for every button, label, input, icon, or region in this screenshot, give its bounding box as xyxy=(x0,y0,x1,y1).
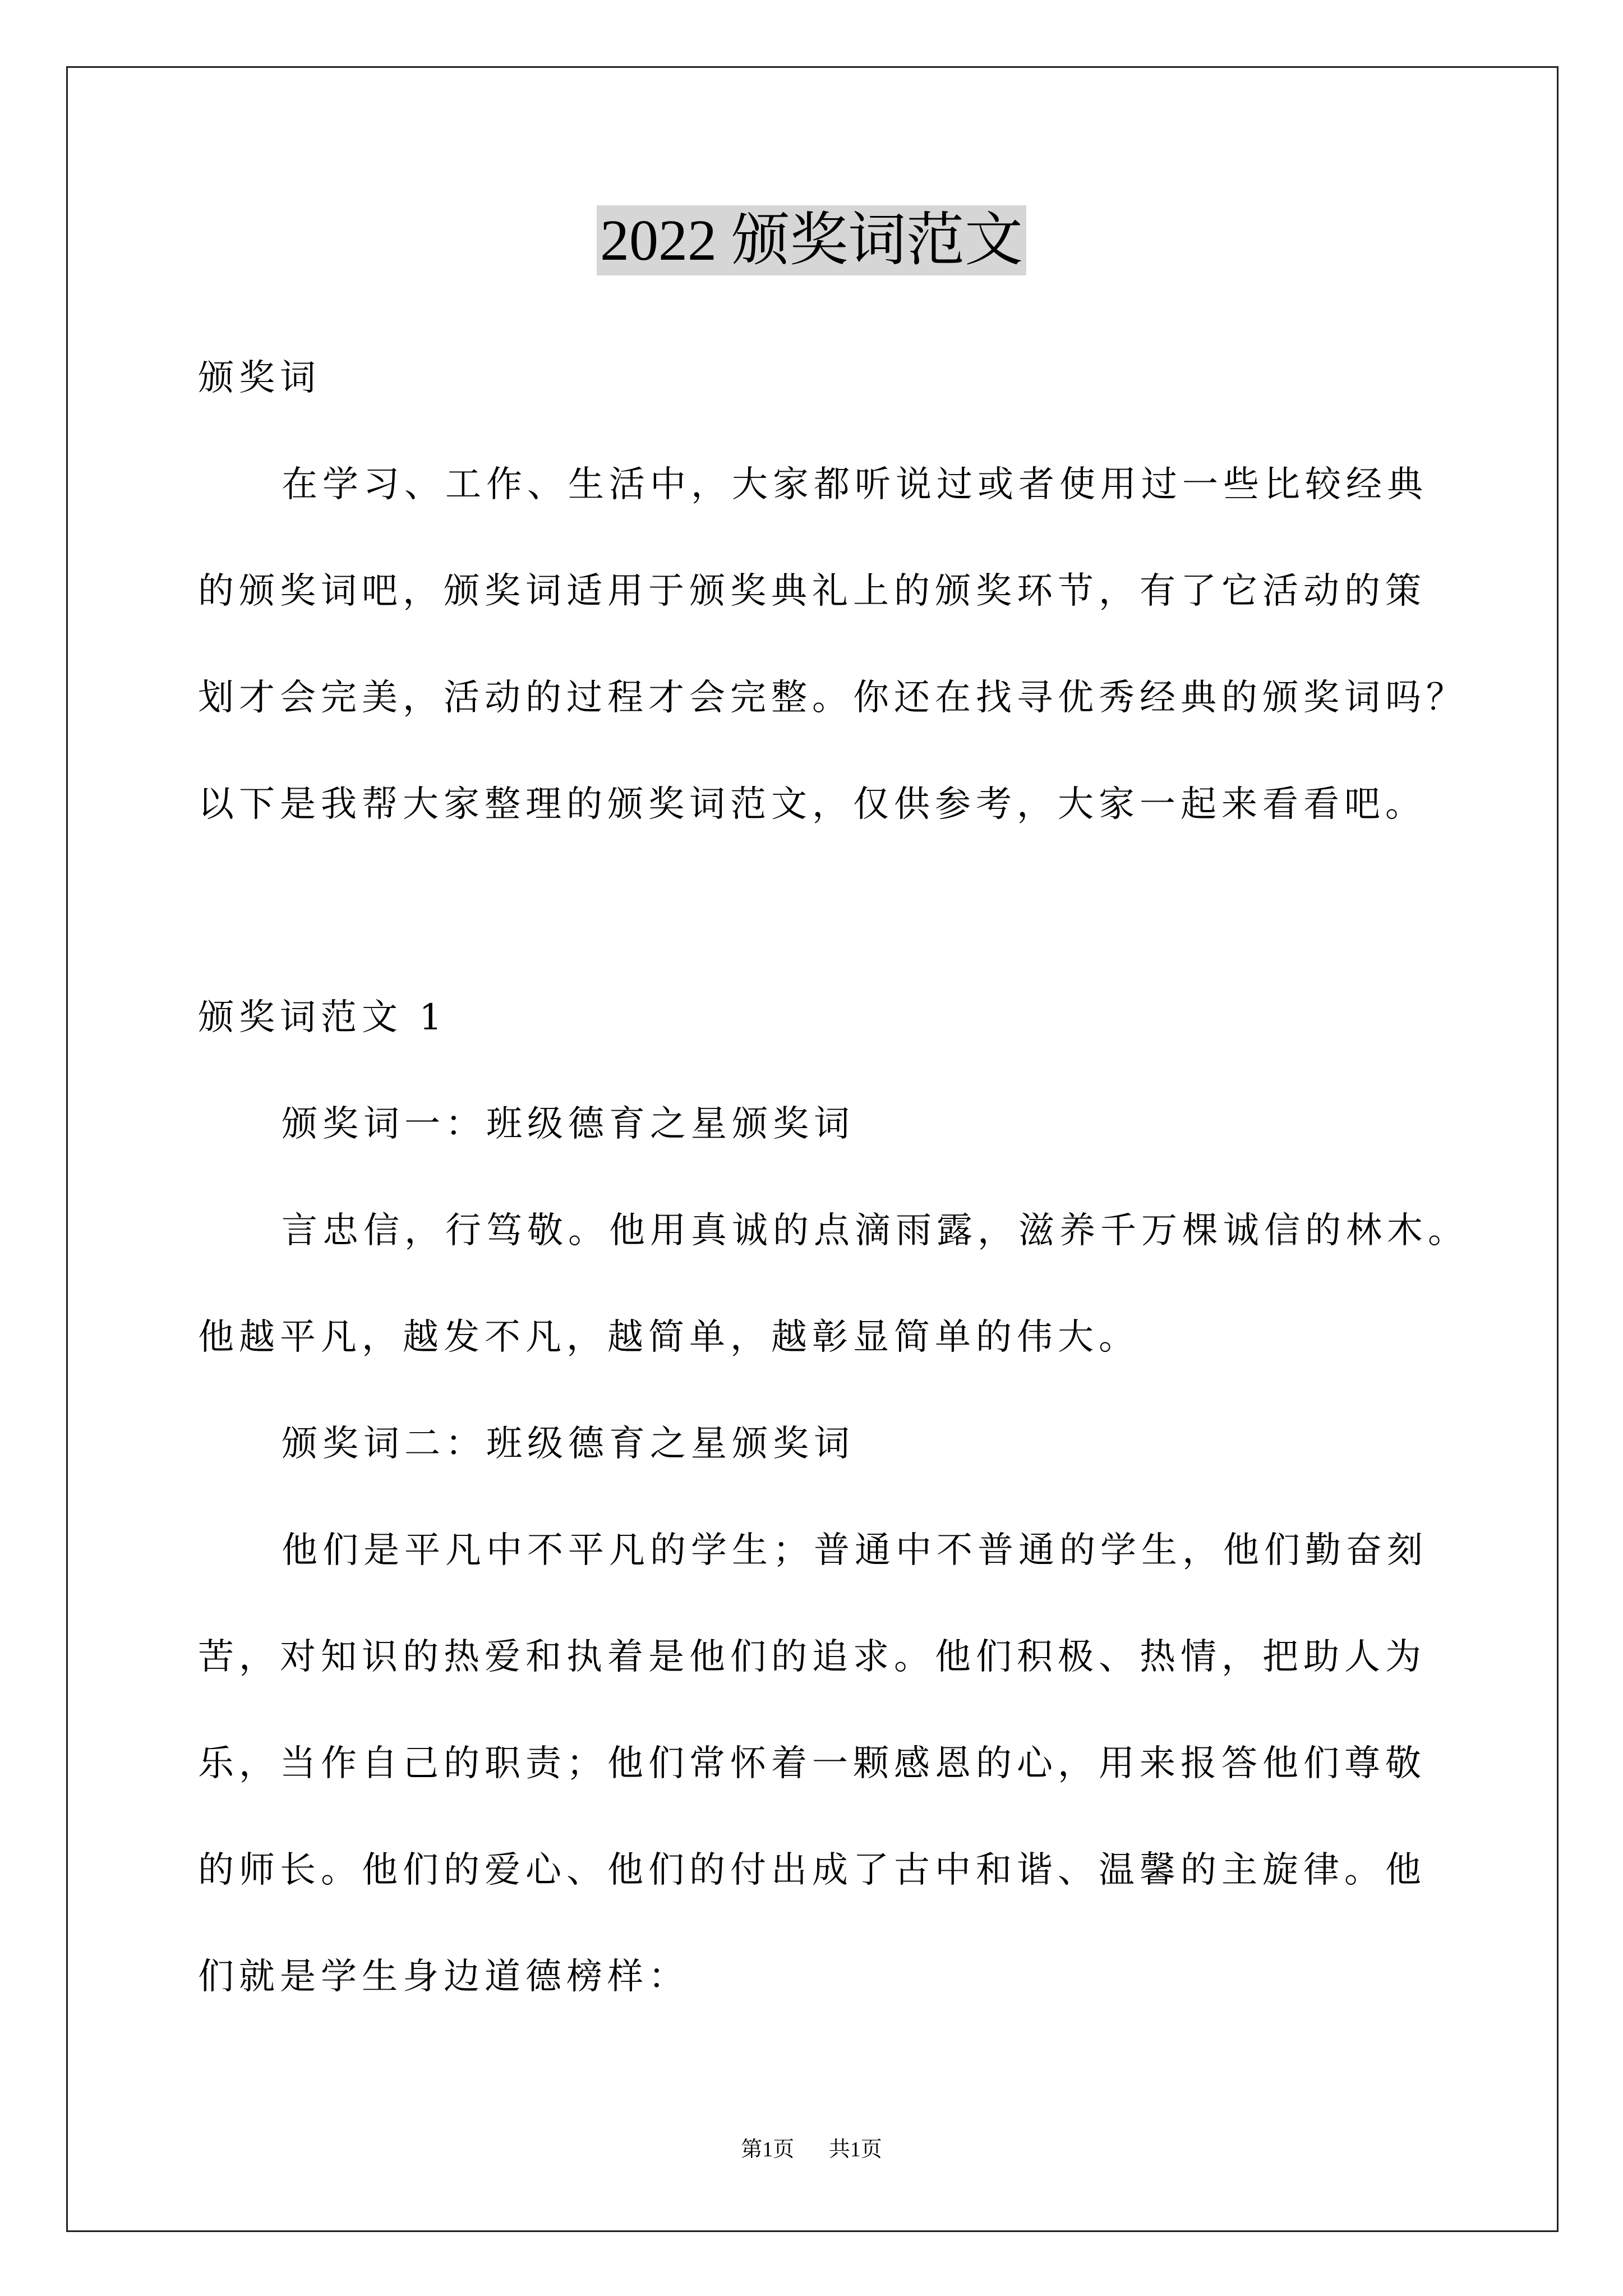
intro-heading: 颁奖词 xyxy=(198,357,321,399)
award-2-title: 颁奖词二：班级德育之星颁奖词 xyxy=(282,1423,855,1465)
paragraph-line: 乐，当作自己的职责；他们常怀着一颗感恩的心，用来报答他们尊敬 xyxy=(198,1743,1426,1784)
award-2-paragraph xyxy=(198,1497,1533,2030)
page-footer xyxy=(0,2136,1623,2164)
paragraph-line: 的师长。他们的爱心、他们的付出成了古中和谐、温馨的主旋律。他 xyxy=(198,1849,1426,1891)
paragraph-line: 言忠信，行笃敬。他用真诚的点滴雨露，滋养千万棵诚信的林木。 xyxy=(282,1210,1469,1251)
page-number: 第1页 xyxy=(741,2138,795,2161)
paragraph-line: 们就是学生身边道德榜样： xyxy=(198,1956,689,1998)
intro-paragraph xyxy=(198,431,1533,858)
page-count: 共1页 xyxy=(828,2138,882,2161)
title-row xyxy=(0,205,1623,275)
award-1-paragraph xyxy=(198,1177,1533,1391)
paragraph-line: 划才会完美，活动的过程才会完整。你还在找寻优秀经典的颁奖词吗？ xyxy=(198,677,1467,719)
section-heading: 颁奖词范文 1 xyxy=(198,997,448,1038)
paragraph-line: 他越平凡，越发不凡，越简单，越彰显简单的伟大。 xyxy=(198,1317,1140,1358)
document-title: 2022 颁奖词范文 xyxy=(597,205,1026,275)
document-body xyxy=(198,325,1533,2030)
paragraph-line: 他们是平凡中不平凡的学生；普通中不普通的学生，他们勤奋刻 xyxy=(282,1530,1428,1571)
paragraph-line: 以下是我帮大家整理的颁奖词范文，仅供参考，大家一起来看看吧。 xyxy=(198,784,1426,825)
paragraph-line: 在学习、工作、生活中，大家都听说过或者使用过一些比较经典 xyxy=(282,464,1428,505)
paragraph-line: 的颁奖词吧，颁奖词适用于颁奖典礼上的颁奖环节，有了它活动的策 xyxy=(198,570,1426,612)
paragraph-line: 苦，对知识的热爱和执着是他们的追求。他们积极、热情，把助人为 xyxy=(198,1636,1426,1678)
award-1-title: 颁奖词一：班级德育之星颁奖词 xyxy=(282,1103,855,1145)
